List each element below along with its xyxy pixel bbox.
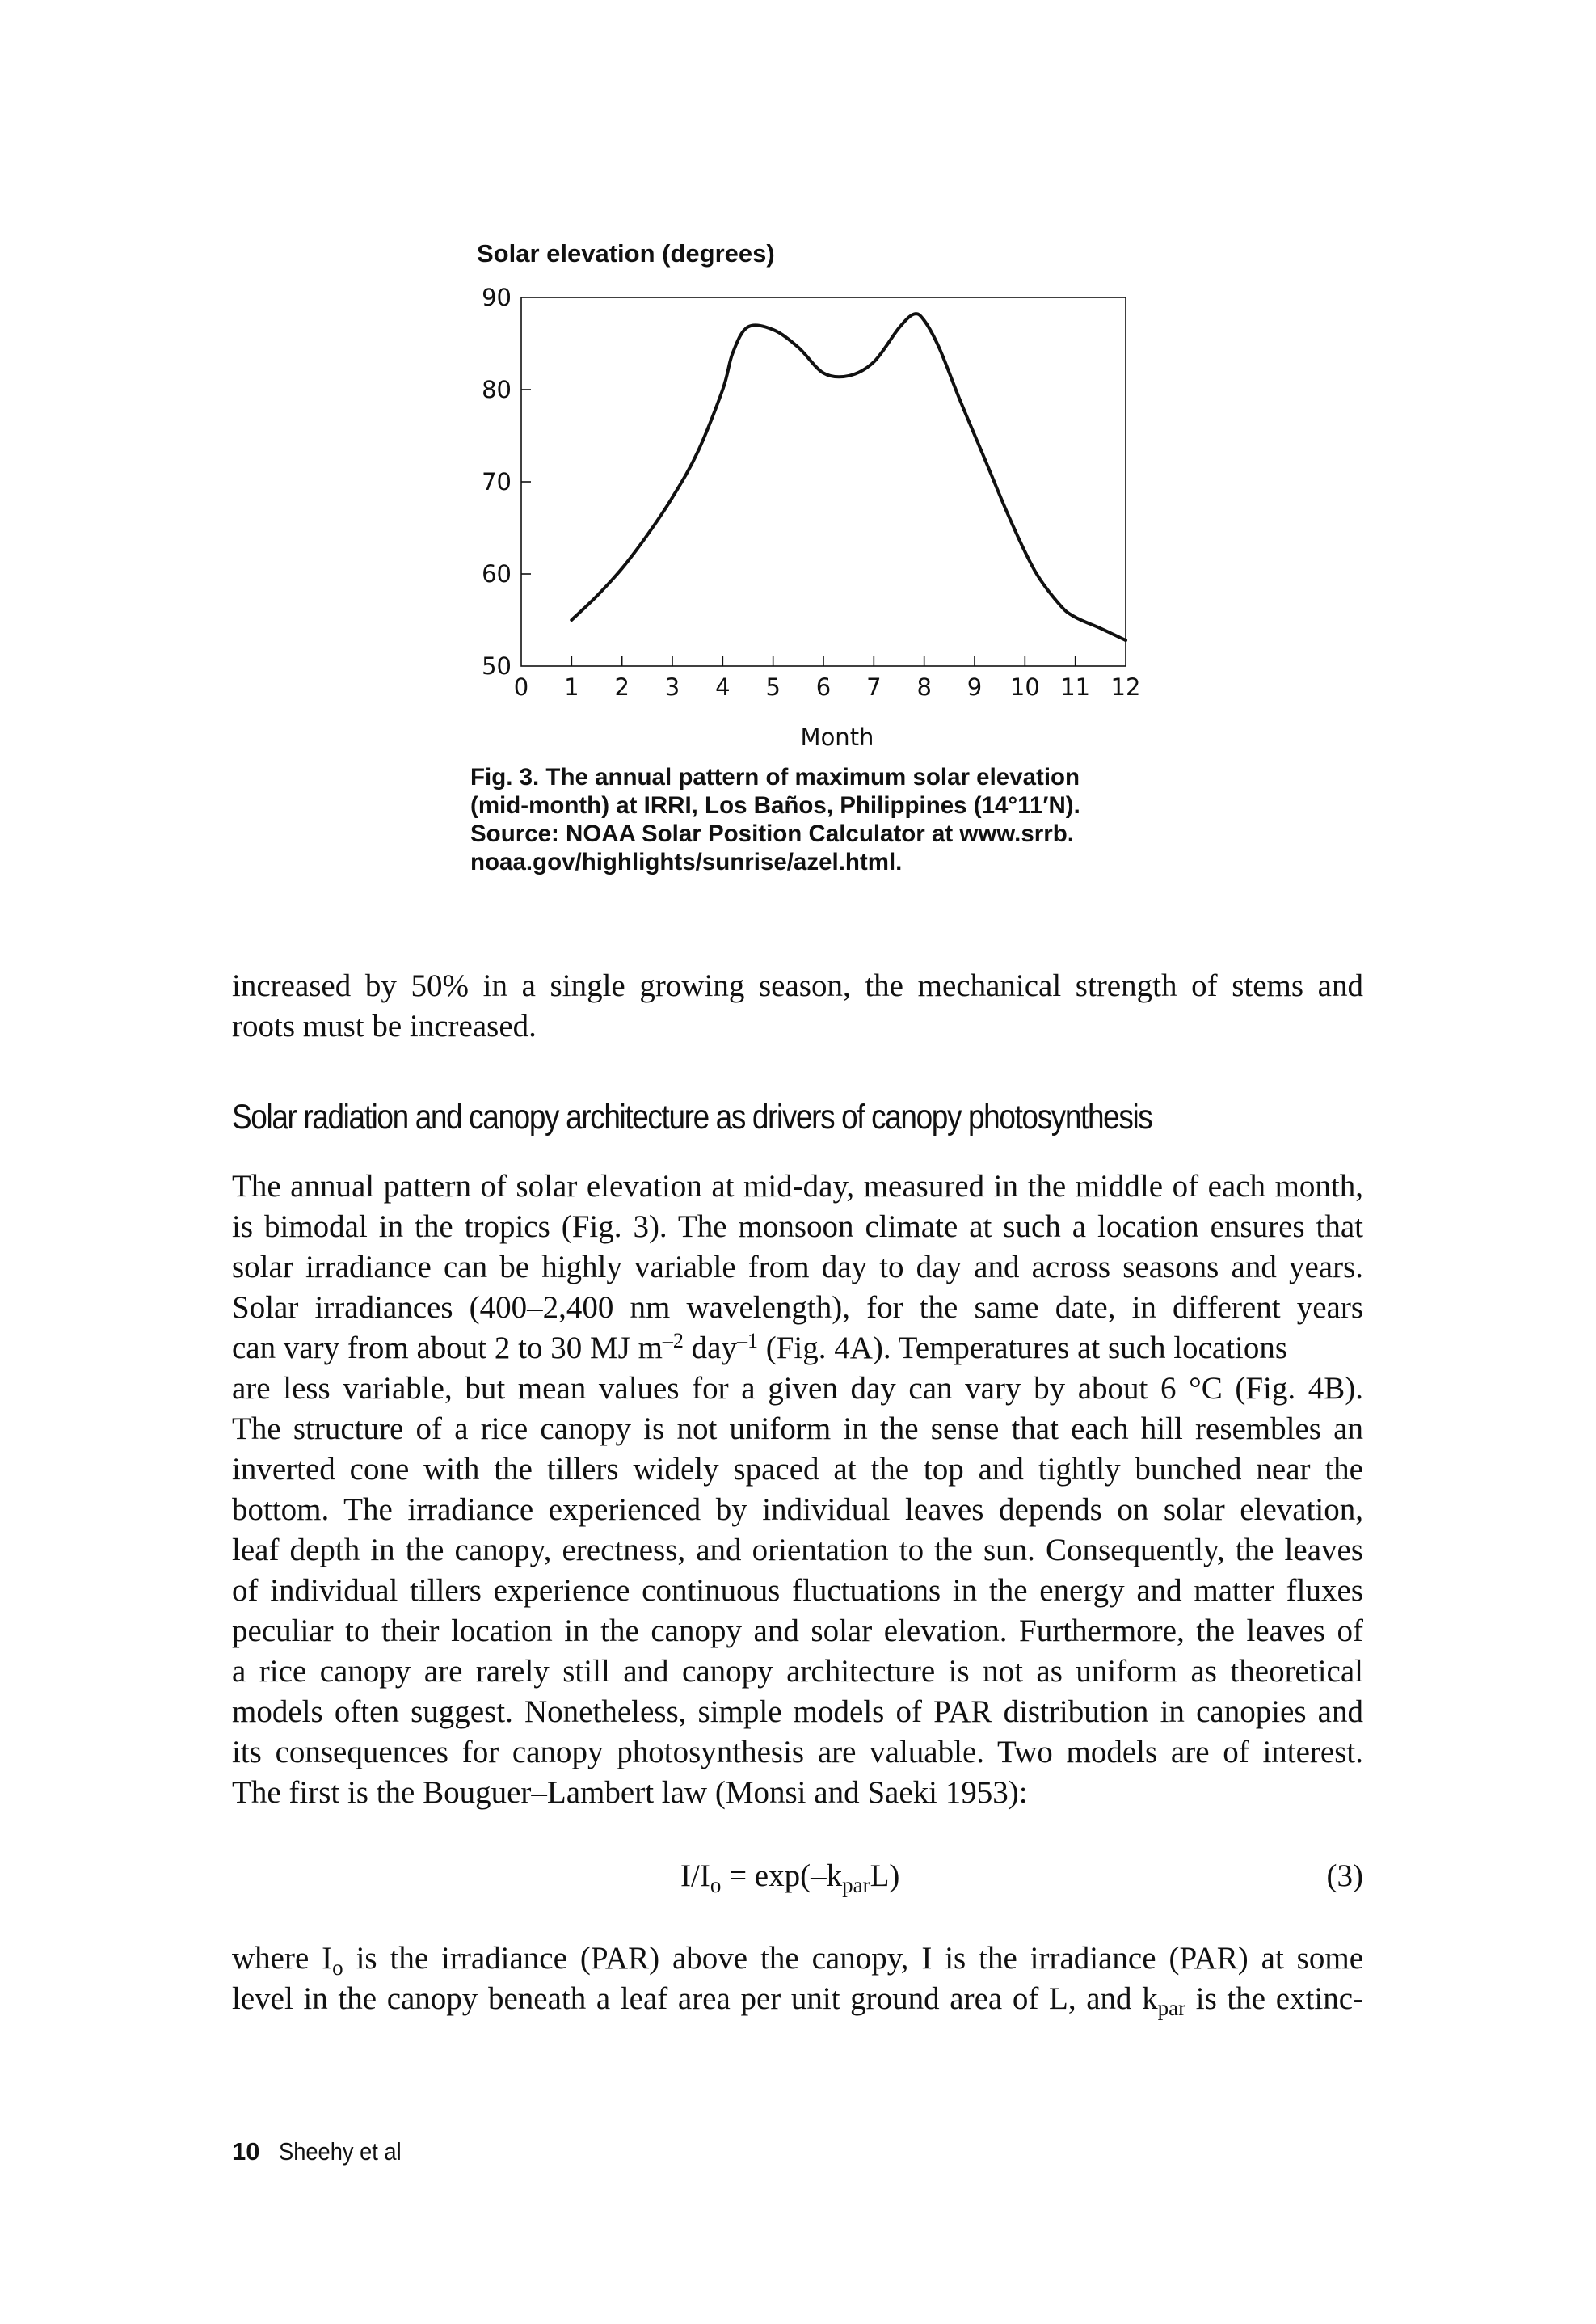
x-tick-label: 8 — [916, 673, 932, 701]
x-tick-label: 10 — [1009, 673, 1040, 701]
figure-3 — [469, 239, 1148, 902]
subscript: par — [1157, 1996, 1186, 2020]
caption-line: Fig. 3. The annual pattern of maximum solar elevation — [470, 764, 1080, 791]
equation-number: (3) — [1326, 1858, 1363, 1893]
text-line: bottom. The irradiance experienced by individual leaves depends on solar elevation, — [232, 1492, 1363, 1527]
text-line: are less variable, but mean values for a given day can vary by about 6 °C (Fig. 4B). — [232, 1371, 1363, 1406]
subscript: o — [332, 1955, 343, 1980]
text-line — [232, 1979, 1363, 2019]
y-tick-label: 90 — [482, 284, 512, 311]
caption-line: Source: NOAA Solar Position Calculator at www.srrb. — [470, 820, 1074, 847]
equation-part: I/I — [680, 1858, 710, 1893]
x-tick-label: 11 — [1060, 673, 1091, 701]
equation-part: = exp(–k — [721, 1858, 843, 1893]
text-line: is bimodal in the tropics (Fig. 3). The monsoon climate at such a location ensures that — [232, 1209, 1363, 1244]
units-text: day — [683, 1331, 737, 1365]
where-text: is the irradiance (PAR) above the canopy, I is the irradiance (PAR) at some — [343, 1941, 1364, 1976]
y-axis — [482, 284, 531, 680]
x-tick-label: 7 — [866, 673, 882, 701]
solar-elevation-line — [571, 314, 1126, 640]
x-axis — [514, 656, 1141, 701]
plot-frame — [521, 297, 1126, 666]
x-tick-label: 6 — [815, 673, 832, 701]
where-text: where I — [232, 1941, 333, 1976]
x-axis-title: Month — [800, 723, 874, 751]
equation-row — [232, 1856, 1363, 1896]
x-tick-label: 5 — [765, 673, 781, 701]
text-line: The annual pattern of solar elevation at mid-day, measured in the middle of each month, — [232, 1169, 1363, 1204]
text-line: The first is the Bouguer–Lambert law (Monsi and Saeki 1953): — [232, 1775, 1028, 1810]
page-footer — [232, 2137, 419, 2166]
subscript: o — [710, 1873, 722, 1897]
units-line — [232, 1328, 1363, 1369]
caption-line: (mid-month) at IRRI, Los Baños, Philippines (14°11′N). — [470, 792, 1080, 819]
text-line: models often suggest. Nonetheless, simple models of PAR distribution in canopies and — [232, 1694, 1363, 1729]
text-line: increased by 50% in a single growing season, the mechanical strength of stems and — [232, 968, 1363, 1003]
x-tick-label: 1 — [564, 673, 579, 701]
solar-elevation-chart — [469, 239, 1148, 757]
text-line: Solar irradiances (400–2,400 nm wavelength), for the same date, in different years — [232, 1290, 1363, 1325]
y-tick-label: 60 — [482, 560, 512, 588]
section-heading: Solar radiation and canopy architecture as drivers of canopy photosynthesis — [232, 1098, 1152, 1137]
text-line: solar irradiance can be highly variable from day to day and across seasons and years. — [232, 1250, 1363, 1284]
units-text: can vary from about 2 to 30 MJ m — [232, 1331, 663, 1365]
x-tick-label: 0 — [513, 673, 529, 701]
y-axis-title: Solar elevation (degrees) — [477, 239, 775, 268]
y-tick-label: 80 — [482, 376, 512, 403]
units-text: (Fig. 4A). Temperatures at such locations — [757, 1331, 1288, 1365]
text-line: inverted cone with the tillers widely spaced at the top and tightly bunched near the — [232, 1452, 1363, 1487]
superscript: –1 — [736, 1329, 758, 1352]
x-tick-label: 12 — [1110, 673, 1141, 701]
where-paragraph — [232, 1938, 1363, 2019]
y-tick-label: 50 — [482, 652, 512, 680]
text-line: The structure of a rice canopy is not uniform in the sense that each hill resembles an — [232, 1411, 1363, 1446]
text-line: its consequences for canopy photosynthesis are valuable. Two models are of interest. — [232, 1735, 1363, 1769]
x-tick-label: 2 — [614, 673, 630, 701]
superscript: –2 — [662, 1329, 684, 1352]
subscript: par — [842, 1873, 870, 1897]
equation — [680, 1856, 899, 1896]
main-paragraph — [232, 1166, 1363, 1813]
page-number: 10 — [232, 2137, 260, 2166]
x-tick-label: 4 — [715, 673, 731, 701]
x-tick-label: 9 — [966, 673, 983, 701]
text-line: of individual tillers experience continuous fluctuations in the energy and matter fluxes — [232, 1573, 1363, 1608]
intro-paragraph — [232, 966, 1363, 1047]
where-text: is the extinc- — [1185, 1981, 1363, 2016]
y-tick-label: 70 — [482, 468, 512, 496]
x-tick-label: 3 — [664, 673, 680, 701]
text-line: peculiar to their location in the canopy and solar elevation. Furthermore, the leaves of — [232, 1613, 1363, 1648]
where-text: level in the canopy beneath a leaf area per unit ground area of L, and k — [232, 1981, 1158, 2016]
text-line: roots must be increased. — [232, 1009, 537, 1044]
equation-part: L) — [870, 1858, 900, 1893]
figure-caption — [470, 763, 1125, 876]
text-line: a rice canopy are rarely still and canopy architecture is not as uniform as theoretical — [232, 1654, 1363, 1689]
caption-line: noaa.gov/highlights/sunrise/azel.html. — [470, 849, 903, 875]
text-line — [232, 1938, 1363, 1979]
running-head: Sheehy et al — [279, 2137, 402, 2166]
text-line: leaf depth in the canopy, erectness, and orientation to the sun. Consequently, the leaves — [232, 1533, 1363, 1567]
